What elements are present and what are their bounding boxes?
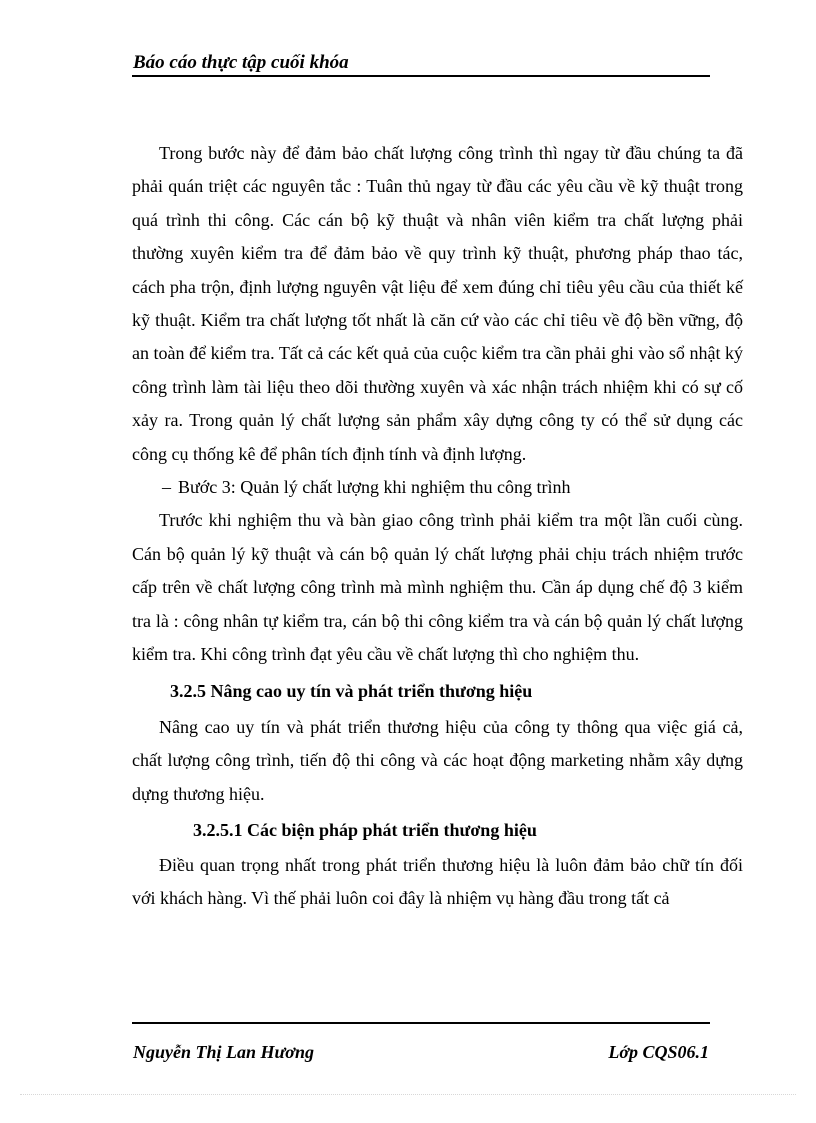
bullet-step-3-text: Bước 3: Quản lý chất lượng khi nghiệm thu công trình	[178, 477, 571, 498]
section-heading-3-2-5: 3.2.5 Nâng cao uy tín và phát triển thương hiệu	[170, 680, 533, 701]
footer-author: Nguyễn Thị Lan Hương	[133, 1042, 314, 1062]
body-text	[132, 137, 743, 915]
bullet-step-3	[132, 471, 743, 504]
paragraph-acceptance: Trước khi nghiệm thu và bàn giao công trình phải kiểm tra một lần cuối cùng. Cán bộ quản lý kỹ thuật và cán bộ quản lý chất lượng phải chịu trách nhiệm trước cấp trên về chất lượng công trình mà mình nghiệm thu. Cần áp dụng chế độ 3 kiểm tra là : công nhân tự kiểm tra, cán bộ thi công kiểm tra và cán bộ quản lý chất lượng kiểm tra. Khi công trình đạt yêu cầu về chất lượng thì cho nghiệm thu.	[132, 510, 743, 665]
running-header-title: Báo cáo thực tập cuối khóa	[133, 52, 349, 73]
bullet-dash: –	[162, 477, 171, 498]
footer-class: Lớp CQS06.1	[608, 1042, 709, 1062]
footer-divider	[132, 1022, 710, 1024]
paragraph-quality-control: Trong bước này để đảm bảo chất lượng công trình thì ngay từ đầu chúng ta đã phải quán triệt các nguyên tắc : Tuân thủ ngay từ đầu các yêu cầu về kỹ thuật trong quá trình thi công. Các cán bộ kỹ thuật và nhân viên kiểm tra chất lượng phải thường xuyên kiểm tra để đảm bảo về quy trình kỹ thuật, phương pháp thao tác, cách pha trộn, định lượng nguyên vật liệu để xem đúng chỉ tiêu yêu cầu của thiết kế kỹ thuật. Kiểm tra chất lượng tốt nhất là căn cứ vào các chỉ tiêu về độ bền vững, độ an toàn để kiểm tra. Tất cả các kết quả của cuộc kiểm tra cần phải ghi vào sổ nhật ký công trình làm tài liệu theo dõi thường xuyên và xác nhận trách nhiệm khi có sự cố xảy ra. Trong quản lý chất lượng sản phẩm xây dựng công ty có thể sử dụng các công cụ thống kê để phân tích định tính và định lượng.	[132, 143, 743, 464]
subsection-heading-3-2-5-1: 3.2.5.1 Các biện pháp phát triển thương hiệu	[193, 820, 537, 841]
header-divider	[132, 75, 710, 77]
paragraph-brand: Nâng cao uy tín và phát triển thương hiệu của công ty thông qua việc giá cả, chất lượng công trình, tiến độ thi công và các hoạt động marketing nhằm xây dựng dựng thương hiệu.	[132, 716, 743, 804]
paragraph-brand-measures: Điều quan trọng nhất trong phát triển thương hiệu là luôn đảm bảo chữ tín đối với khách hàng. Vì thế phải luôn coi đây là nhiệm vụ hàng đầu trong tất cả	[132, 854, 743, 908]
page-bottom-edge	[20, 1094, 796, 1095]
